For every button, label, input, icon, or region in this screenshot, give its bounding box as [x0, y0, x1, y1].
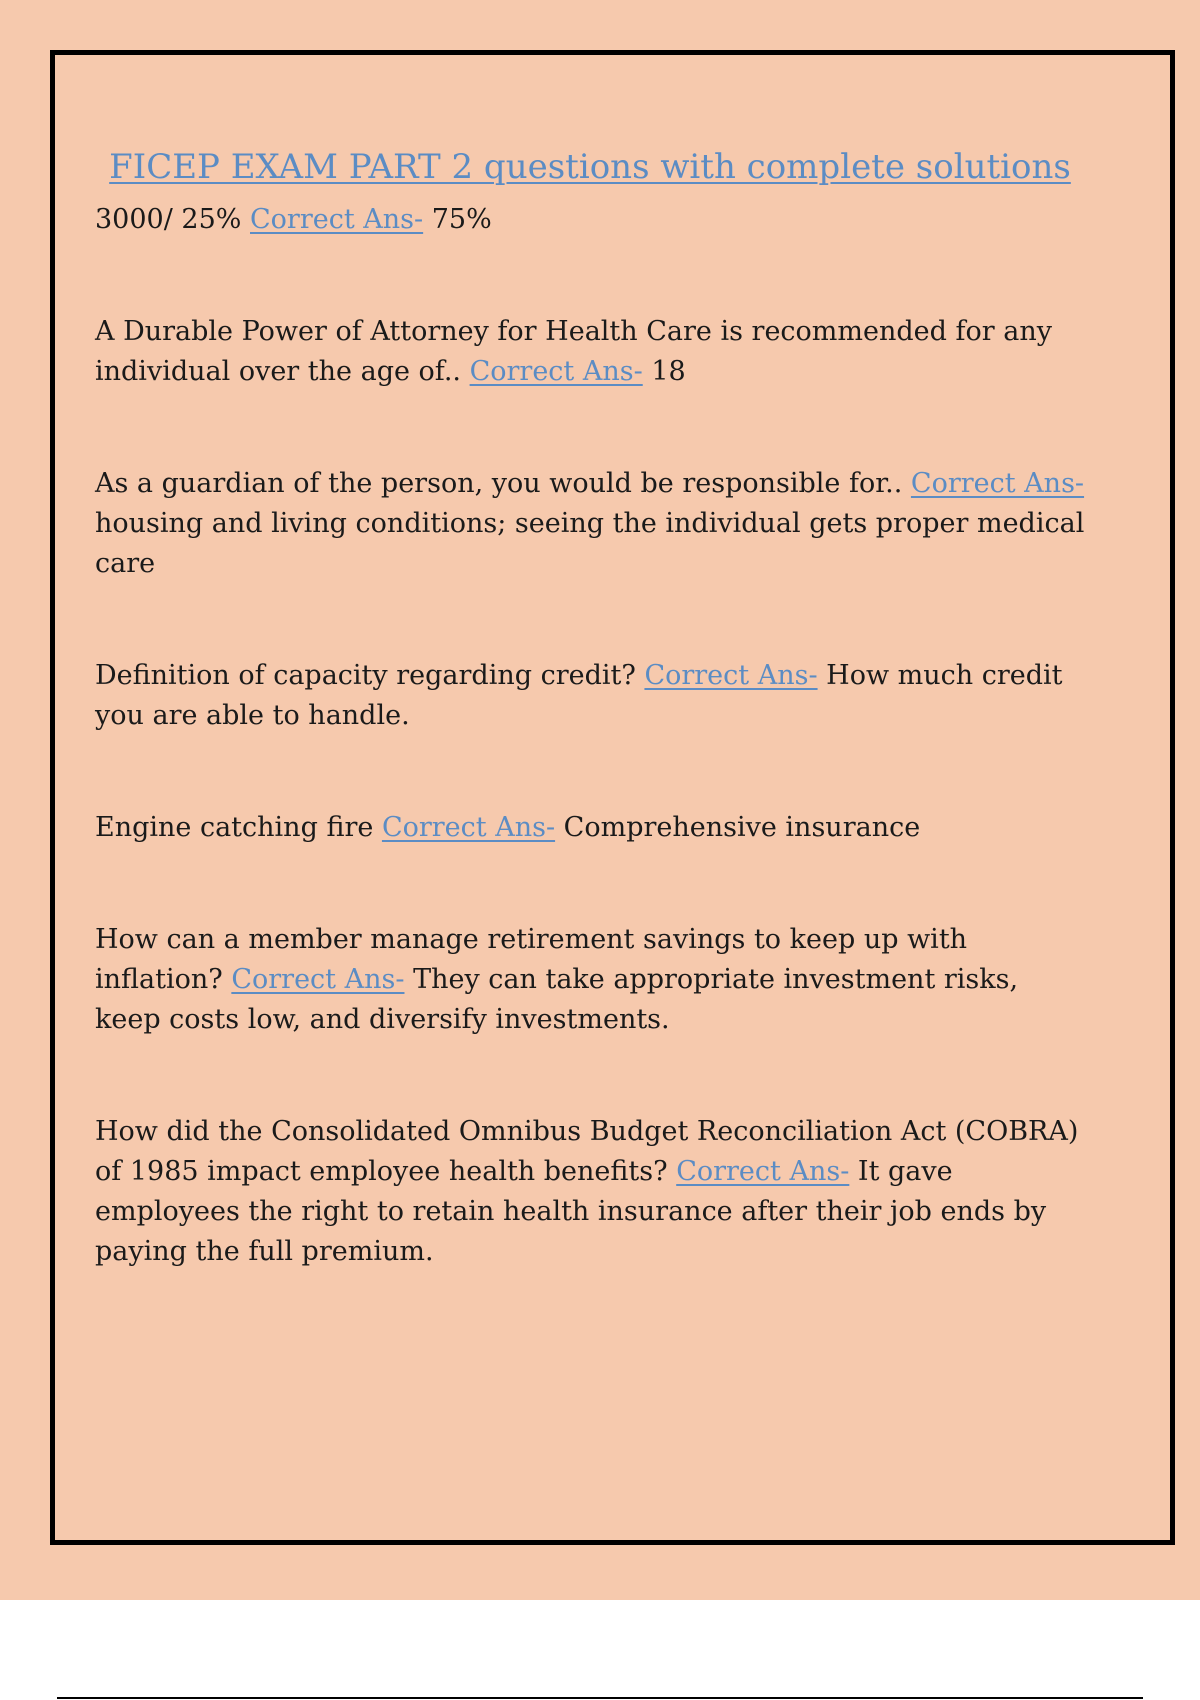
correct-answer-link[interactable]: Correct Ans-: [676, 1156, 850, 1187]
correct-answer-link[interactable]: Correct Ans-: [250, 204, 424, 235]
answer-text: They can take appropriate investment risks, keep costs low, and diversify investments.: [95, 964, 1019, 1035]
correct-answer-link[interactable]: Correct Ans-: [644, 660, 818, 691]
answer-text: 75%: [431, 204, 492, 235]
question-text: How did the Consolidated Omnibus Budget Reconciliation Act (COBRA) of 1985 impact employee health benefits?: [95, 1116, 1079, 1187]
correct-answer-link[interactable]: Correct Ans-: [381, 812, 556, 843]
document-content: [95, 90, 1085, 1272]
title-link[interactable]: FICEP EXAM PART 2 questions with complete solutions: [109, 147, 1071, 187]
question-text: As a guardian of the person, you would be responsible for..: [95, 468, 903, 499]
page-title: [95, 142, 1085, 192]
qa-item-3: [95, 464, 1085, 584]
question-text: How can a member manage retirement savings to keep up with inflation?: [95, 924, 968, 995]
question-text: A Durable Power of Attorney for Health Care is recommended for any individual over the age of..: [95, 316, 1052, 387]
question-text: Engine catching fire: [95, 812, 374, 843]
qa-item-7: [95, 1112, 1085, 1272]
qa-item-6: [95, 920, 1085, 1040]
correct-answer-link[interactable]: Correct Ans-: [231, 964, 405, 995]
answer-text: It gave employees the right to retain health insurance after their job ends by paying the full premium.: [95, 1156, 1047, 1267]
answer-text: 18: [651, 356, 686, 387]
qa-item-4: [95, 656, 1085, 736]
correct-answer-link[interactable]: Correct Ans-: [469, 356, 643, 387]
answer-text: Comprehensive insurance: [563, 812, 921, 843]
qa-item-2: [95, 312, 1085, 392]
correct-answer-link[interactable]: Correct Ans-: [910, 468, 1085, 499]
answer-text: housing and living conditions; seeing the individual gets proper medical care: [95, 508, 1085, 579]
question-text: 3000/ 25%: [95, 204, 242, 235]
bottom-divider: [57, 1697, 1143, 1699]
qa-item-5: [95, 808, 1085, 848]
question-text: Definition of capacity regarding credit?: [95, 660, 636, 691]
answer-text: How much credit you are able to handle.: [95, 660, 1063, 731]
qa-item-1: [95, 200, 1085, 240]
